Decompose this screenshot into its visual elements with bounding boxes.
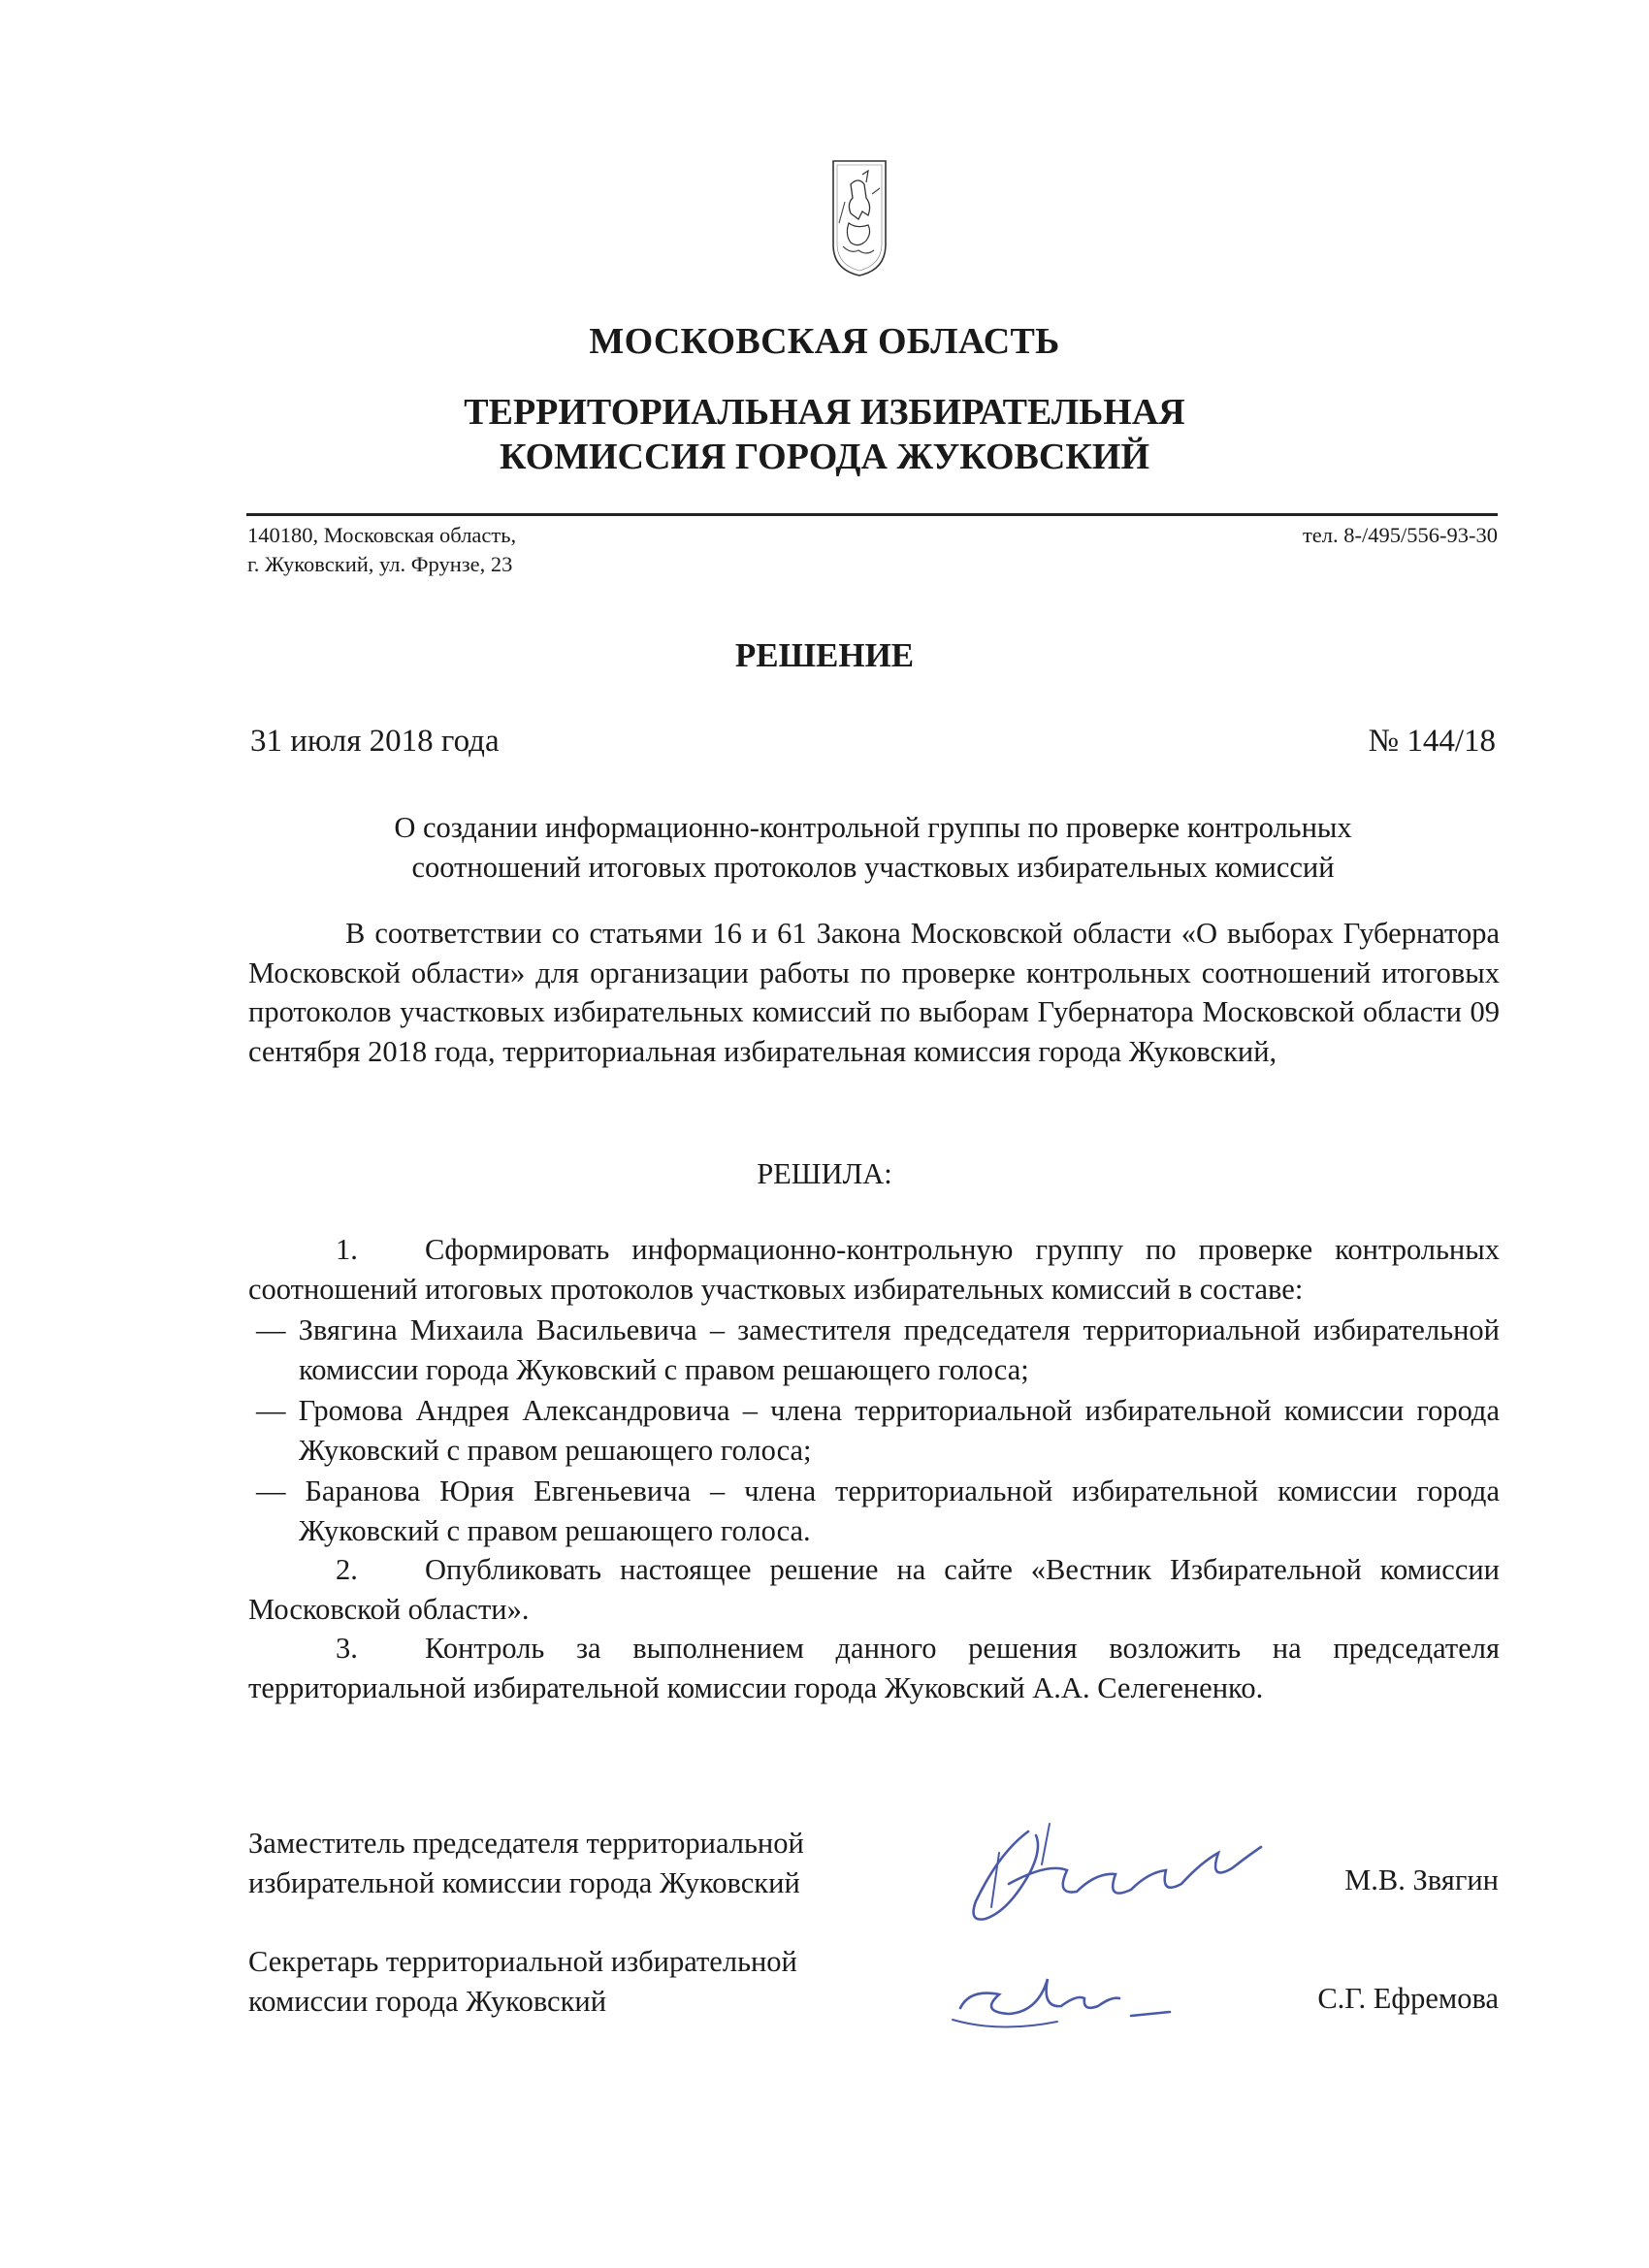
- commission-name-line2: КОМИССИЯ ГОРОДА ЖУКОВСКИЙ: [499, 437, 1150, 477]
- list-item: — Баранова Юрия Евгеньевича – члена территориальной избирательной комиссии города Жуковский с правом решающего голоса.: [256, 1474, 1500, 1547]
- signatory-1-name: М.В. Звягин: [1344, 1863, 1499, 1896]
- document-type-title: РЕШЕНИЕ: [734, 636, 915, 674]
- list-item: — Звягина Михаила Васильевича – заместителя председателя территориальной избирательной комиссии города Жуковский с правом решающего голоса;: [256, 1313, 1500, 1386]
- item-number: 3.: [336, 1632, 358, 1665]
- item-number: 2.: [336, 1553, 358, 1586]
- signatory-2-position-line2: комиссии города Жуковский: [248, 1984, 607, 2018]
- decision-items: [248, 1230, 1500, 1707]
- document-date: 31 июля 2018 года: [250, 724, 500, 759]
- document-subject: [246, 808, 1500, 888]
- preamble-paragraph: В соответствии со статьями 16 и 61 Закона Московской области «О выборах Губернатора Московской области» для организации работы по проверке контрольных соотношений итоговых протоколов участковых избирательных комиссий по выборам Губернатора Московской области 09 сентября 2018 года, территориальная избирательная комиссия города Жуковский,: [248, 917, 1500, 1068]
- signatory-1-position-line2: избирательной комиссии города Жуковский: [248, 1865, 800, 1899]
- item-number: 1.: [336, 1233, 358, 1266]
- commission-name-line1: ТЕРРИТОРИАЛЬНАЯ ИЗБИРАТЕЛЬНАЯ: [464, 392, 1185, 433]
- handwritten-signature-icon: [941, 1814, 1290, 2047]
- resolved-heading: РЕШИЛА:: [757, 1157, 892, 1190]
- item-text: Сформировать информационно-контрольную группу по проверке контрольных соотношений итоговых протоколов участковых избирательных комиссий в составе:: [248, 1233, 1500, 1306]
- signatory-1-position-line1: Заместитель председателя территориальной: [248, 1827, 804, 1860]
- group-members-list: [248, 1311, 1500, 1550]
- subject-line1: О создании информационно-контрольной группы по проверке контрольных: [394, 811, 1352, 844]
- decision-item-3: [248, 1629, 1500, 1707]
- commission-name: [0, 390, 1649, 479]
- signatory-2-position-line1: Секретарь территориальной избирательной: [248, 1945, 797, 1978]
- phone: тел. 8-/495/556-93-30: [1302, 523, 1498, 547]
- item-text: Контроль за выполнением данного решения возложить на председателя территориальной избирательной комиссии города Жуковский А.А. Селегененко.: [248, 1632, 1500, 1704]
- address-line1: 140180, Московская область,: [247, 523, 517, 547]
- coat-of-arms-icon: [829, 155, 889, 279]
- item-text: Опубликовать настоящее решение на сайте «Вестник Избирательной комиссии Московской области».: [248, 1553, 1500, 1626]
- signatory-2-name: С.Г. Ефремова: [1317, 1982, 1499, 2015]
- list-item: — Громова Андрея Александровича – члена территориальной избирательной комиссии города Жуковский с правом решающего голоса;: [256, 1394, 1500, 1467]
- decision-item-2: [248, 1550, 1500, 1629]
- subject-line2: соотношений итоговых протоколов участковых избирательных комиссий: [411, 851, 1335, 884]
- address: [247, 521, 516, 579]
- decision-item-1: [248, 1230, 1500, 1309]
- address-line2: г. Жуковский, ул. Фрунзе, 23: [247, 552, 513, 576]
- region-title: МОСКОВСКАЯ ОБЛАСТЬ: [589, 321, 1060, 362]
- header-divider: [246, 513, 1498, 516]
- signatory-1-position: [248, 1824, 804, 1902]
- signatory-2-position: [248, 1942, 797, 2021]
- document-number: № 144/18: [1368, 724, 1496, 759]
